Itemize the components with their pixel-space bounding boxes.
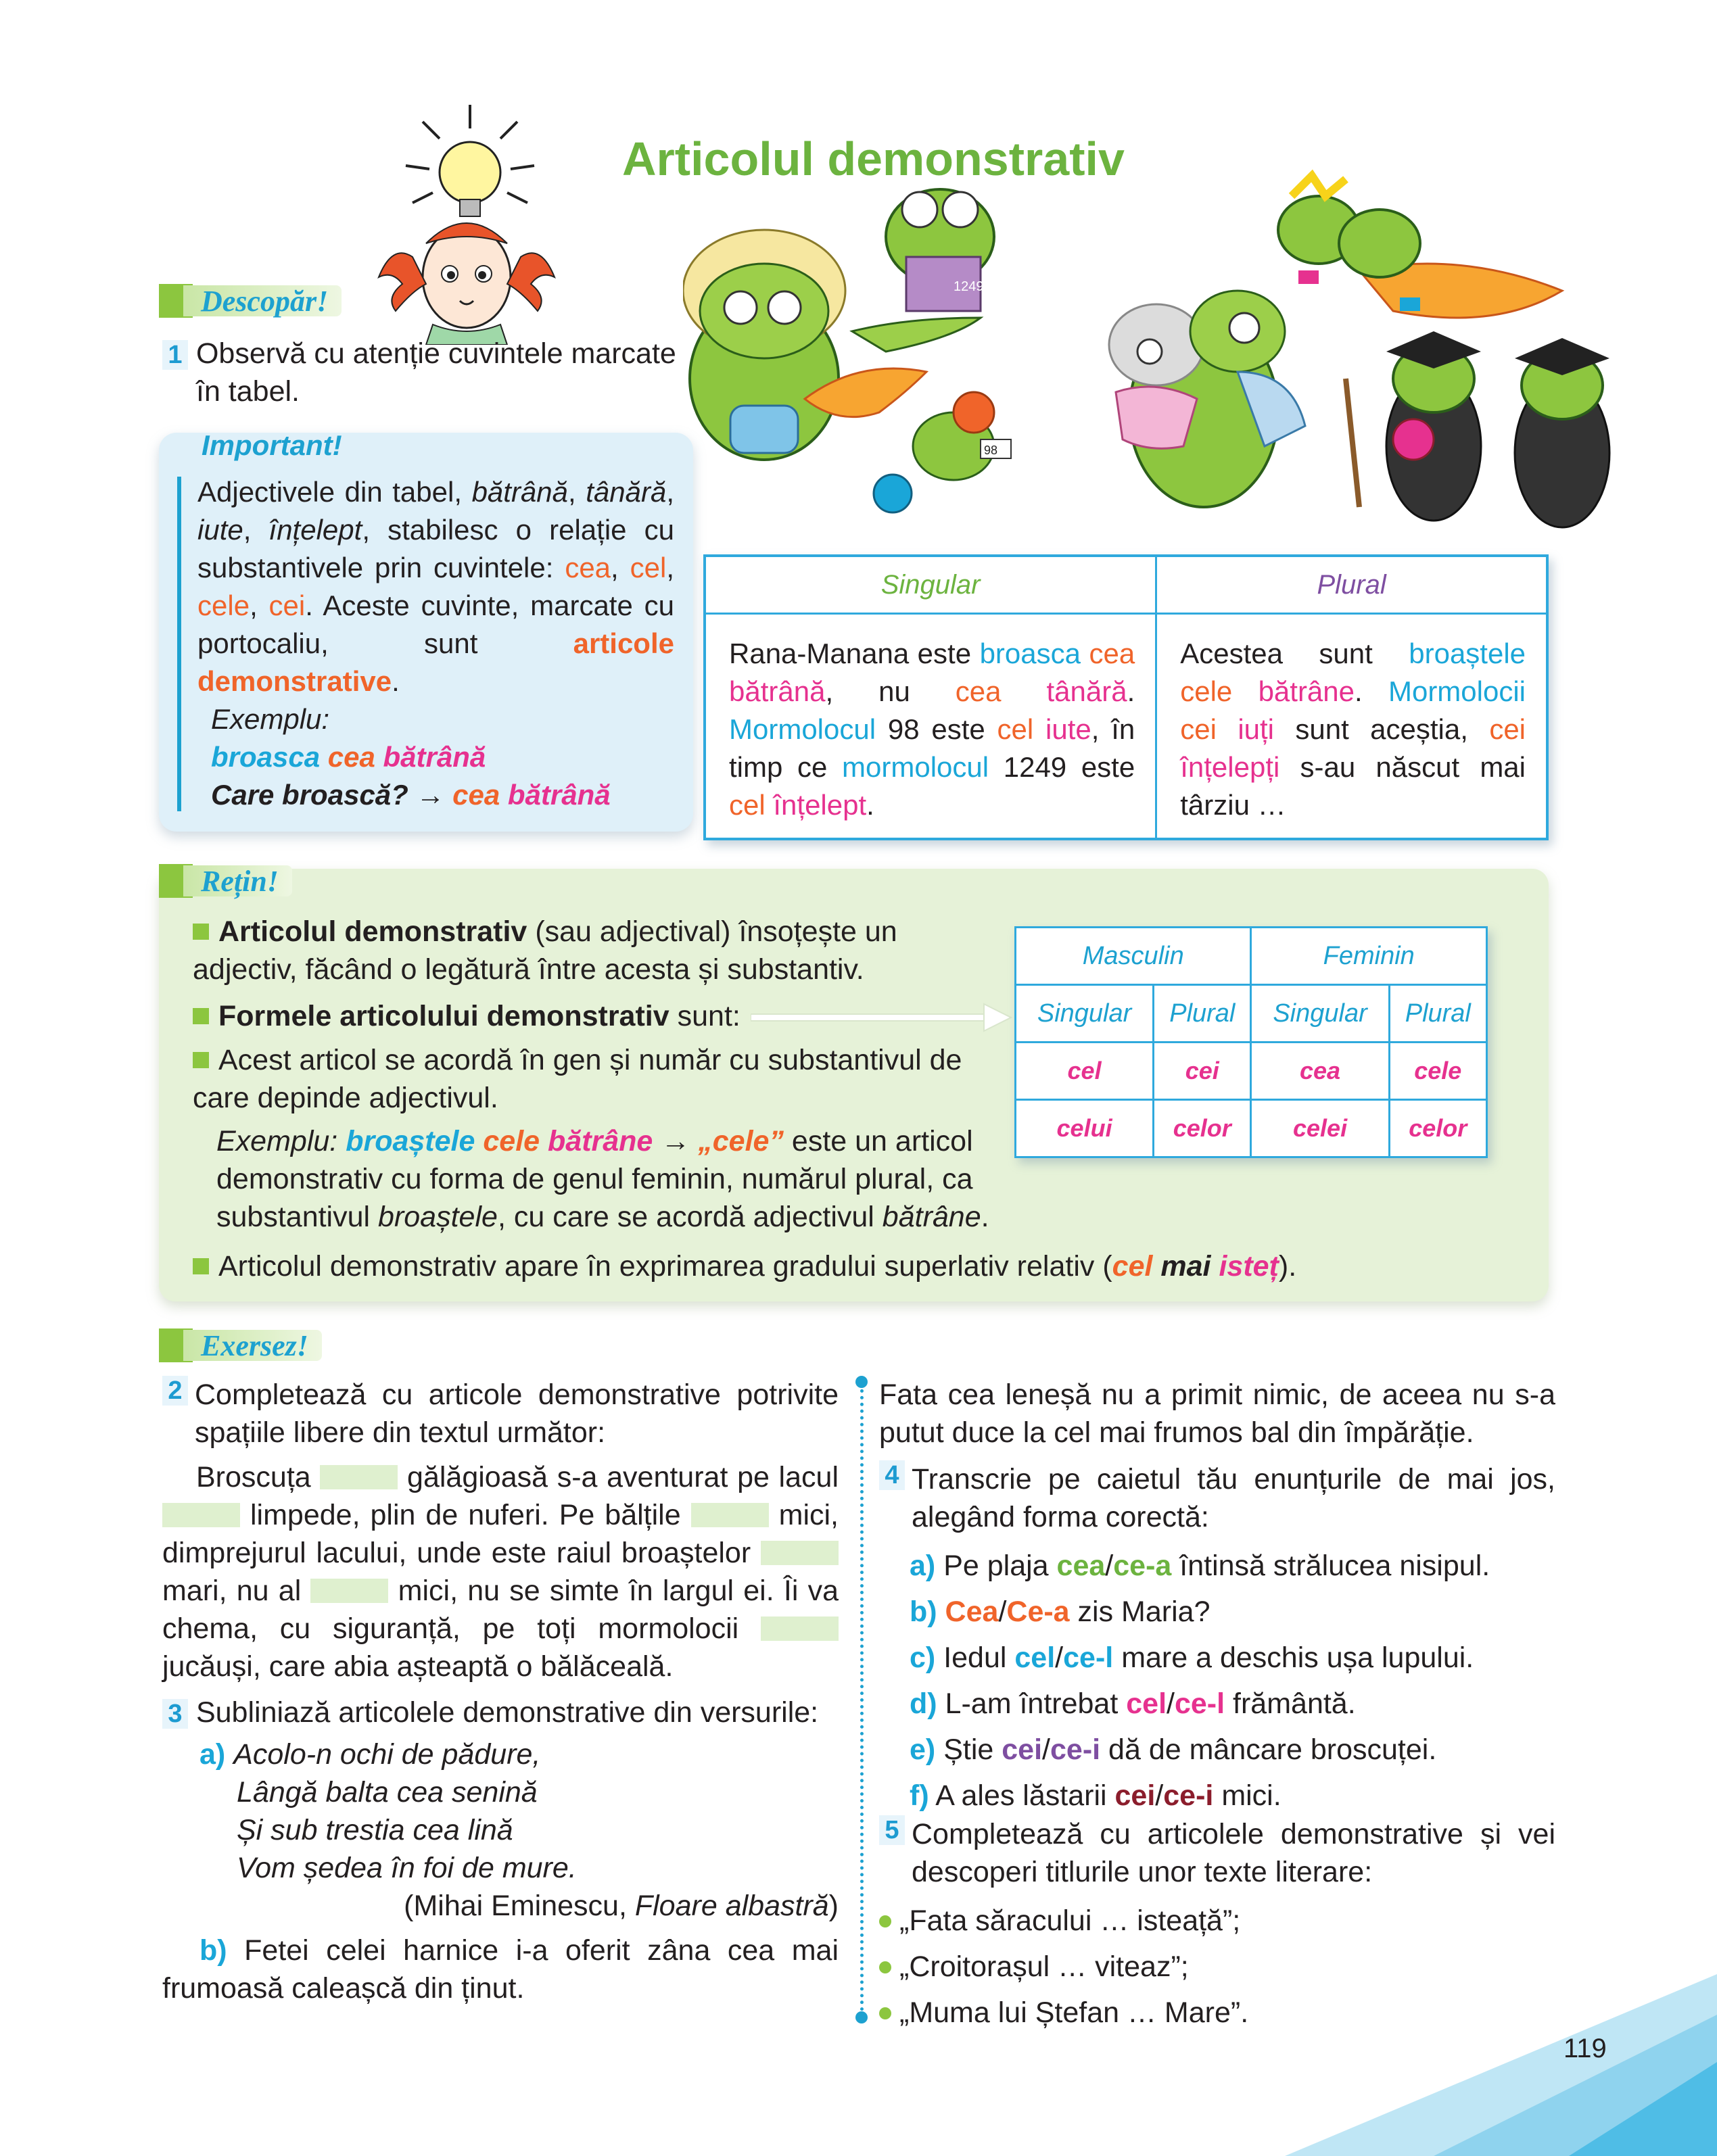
column-divider bbox=[860, 1383, 864, 2018]
exercise-number: 5 bbox=[879, 1815, 905, 1845]
exercise-number: 2 bbox=[162, 1376, 188, 1406]
retin-bullet-4 bbox=[193, 1247, 1538, 1285]
cell-adjective: înțelept bbox=[773, 789, 867, 821]
item-text: Pe plaja bbox=[943, 1550, 1049, 1582]
list-item bbox=[910, 1589, 1555, 1635]
cell-adjective: bătrână bbox=[729, 675, 826, 707]
important-comma: , bbox=[243, 514, 252, 546]
exercise-number: 4 bbox=[879, 1460, 905, 1490]
bullet-dot-icon bbox=[879, 1961, 891, 1973]
example-article: cele bbox=[483, 1125, 540, 1157]
exercise-3-continued: Fata cea leneșă nu a primit nimic, de aceea nu s-a putut duce la cel mai frumos bal din împărăție. bbox=[879, 1379, 1555, 1449]
exercise-2 bbox=[162, 1376, 839, 1685]
article-word: cel bbox=[630, 552, 667, 583]
cell-noun: broasca bbox=[979, 638, 1081, 669]
cell-text: sunt aceștia, bbox=[1295, 713, 1468, 745]
example-text: este un articol demonstrativ cu forma de genul feminin, numărul plural, ca substantivul bbox=[216, 1125, 973, 1233]
exercise-1-line1: Observă cu atenție cuvintele marcate bbox=[195, 337, 676, 370]
example-noun: broaștele bbox=[346, 1125, 475, 1157]
item-text: Iedul bbox=[943, 1642, 1007, 1674]
important-label: Important! bbox=[202, 429, 342, 461]
item-text: Știe bbox=[943, 1733, 994, 1766]
article-word: cea bbox=[565, 552, 611, 583]
option-1: cel bbox=[1014, 1642, 1056, 1674]
important-text: , stabilesc o relație cu substantivele prin cuvintele: bbox=[197, 514, 674, 583]
retin-example bbox=[216, 1122, 997, 1236]
cell-text: . bbox=[866, 789, 874, 821]
bullet-text: ). bbox=[1278, 1250, 1297, 1283]
cell-adjective: tânără bbox=[1046, 675, 1127, 707]
bullet-text: (sau adjectival) însoțește un adjectiv, făcând o legătură între acesta și substantiv. bbox=[193, 915, 897, 986]
page-number: 119 bbox=[1563, 2034, 1607, 2063]
exercise-1-line2: în tabel. bbox=[196, 375, 300, 408]
article-word: cele bbox=[197, 590, 250, 621]
item-text: mici. bbox=[1221, 1779, 1281, 1812]
blank-field[interactable] bbox=[320, 1465, 398, 1489]
example-italic: bătrâne bbox=[882, 1201, 981, 1233]
list-item bbox=[910, 1635, 1555, 1681]
important-body: Adjectivele din tabel, bătrână, tânără, iute, înțelept, stabilesc o relație cu substantivele prin cuvintele: cea, cel, cele, cei. Aceste cuvinte, marcate cu portocaliu, sunt articole demonstrative. Exemplu: broasca cea bătrână Care broască? → cea bătrână bbox=[197, 476, 675, 811]
bullet-bold: Articolul demonstrativ bbox=[218, 915, 527, 948]
table-cell-plural bbox=[1156, 614, 1547, 840]
cell-text: Rana-Manana este bbox=[729, 638, 972, 669]
exercise-3 bbox=[162, 1694, 839, 2007]
cell-noun: broaștele bbox=[1409, 638, 1526, 669]
cell-article: cel bbox=[729, 789, 766, 821]
forms-table bbox=[1014, 926, 1488, 1158]
girl-lightbulb-illustration bbox=[365, 101, 568, 345]
cell-adjective: bătrâne bbox=[1258, 675, 1355, 707]
fill-text: gălăgioasă s-a aventurat pe lacul bbox=[407, 1461, 839, 1493]
source-end: ) bbox=[828, 1890, 839, 1922]
exercise-4 bbox=[879, 1460, 1555, 1819]
example-adjective: bătrână bbox=[507, 779, 611, 811]
cell-text: . bbox=[1127, 675, 1135, 707]
table-header-plural: Plural bbox=[1156, 556, 1547, 614]
important-bar bbox=[177, 477, 181, 811]
superlative-mai: mai bbox=[1160, 1250, 1211, 1283]
important-word: înțelept bbox=[268, 514, 362, 546]
superlative-article: cel bbox=[1112, 1250, 1153, 1283]
divider-dot-icon bbox=[855, 1376, 868, 1388]
retin-bullet-3 bbox=[193, 1041, 997, 1117]
option-sep: / bbox=[1042, 1733, 1050, 1766]
example-text: , cu care se acordă adjectivul bbox=[497, 1201, 874, 1233]
verses bbox=[162, 1735, 839, 1887]
item-label: d) bbox=[910, 1687, 937, 1720]
table-cell: celor bbox=[1154, 1100, 1251, 1157]
table-header-feminin: Feminin bbox=[1251, 928, 1487, 985]
item-text: „Muma lui Ștefan … Mare”. bbox=[899, 1996, 1249, 2029]
item-label: b) bbox=[199, 1934, 227, 1967]
fill-text: mici, dimprejurul lacului, unde este raiul broaștelor bbox=[162, 1499, 839, 1569]
option-2: ce-a bbox=[1113, 1550, 1172, 1582]
option-2: ce-l bbox=[1063, 1642, 1114, 1674]
item-text: „Fata săracului … isteață”; bbox=[899, 1905, 1241, 1937]
section-descopar bbox=[159, 284, 342, 318]
cell-noun: mormolocul bbox=[842, 751, 989, 783]
important-comma: , bbox=[568, 476, 576, 508]
table-header-masculin: Masculin bbox=[1016, 928, 1251, 985]
option-1: cei bbox=[1114, 1779, 1156, 1812]
blank-field[interactable] bbox=[162, 1503, 240, 1527]
option-1: cea bbox=[1056, 1550, 1106, 1582]
table-cell: cele bbox=[1389, 1043, 1486, 1100]
table-cell-singular bbox=[705, 614, 1156, 840]
option-2: Ce-a bbox=[1006, 1596, 1070, 1628]
list-item bbox=[910, 1727, 1555, 1773]
cell-text: s-au născut mai târziu … bbox=[1180, 751, 1526, 821]
cell-text: 1249 este bbox=[1003, 751, 1135, 783]
verse-line: Și sub trestia cea lină bbox=[237, 1814, 513, 1846]
section-label: Rețin! bbox=[183, 865, 292, 896]
table-cell: cei bbox=[1154, 1043, 1251, 1100]
item-text: L-am întrebat bbox=[945, 1687, 1119, 1720]
bullet-square-icon bbox=[193, 1052, 209, 1068]
item-label: e) bbox=[910, 1733, 936, 1766]
blank-field[interactable] bbox=[761, 1541, 839, 1565]
item-text: Fetei celei harnice i-a oferit zâna cea mai frumoasă caleașcă din ținut. bbox=[162, 1934, 839, 2005]
exercise-instruction: Completează cu articolele demonstrative și vei descoperi titlurile unor texte literare: bbox=[912, 1818, 1555, 1888]
verse-line: Lângă balta cea senină bbox=[237, 1776, 538, 1808]
bullet-square-icon bbox=[193, 1008, 209, 1024]
important-text: . bbox=[392, 665, 400, 697]
item-text: frământă. bbox=[1233, 1687, 1356, 1720]
option-2: ce-i bbox=[1050, 1733, 1101, 1766]
source-author: (Mihai Eminescu, bbox=[404, 1890, 627, 1922]
arrow-to-table-icon bbox=[751, 1001, 1014, 1034]
option-sep: / bbox=[1105, 1550, 1114, 1582]
cell-article: cel bbox=[997, 713, 1034, 745]
option-sep: / bbox=[1155, 1779, 1164, 1812]
frogs-illustration bbox=[683, 155, 1643, 548]
table-cell: celei bbox=[1251, 1100, 1389, 1157]
important-bold: articole demonstrative bbox=[197, 627, 674, 697]
example-label: Exemplu: bbox=[211, 703, 330, 735]
option-sep: / bbox=[1167, 1687, 1175, 1720]
divider-dot-icon bbox=[855, 2011, 868, 2023]
important-comma: , bbox=[666, 476, 675, 508]
list-item bbox=[879, 1898, 1555, 1944]
arrow-icon: → bbox=[416, 779, 445, 811]
fill-text: limpede, plin de nuferi. Pe bălțile bbox=[250, 1499, 681, 1531]
option-2: ce-l bbox=[1174, 1687, 1225, 1720]
table-subheader: Singular bbox=[1016, 985, 1154, 1043]
bullet-text: Articolul demonstrativ apare în exprimarea gradului superlativ relativ ( bbox=[218, 1250, 1112, 1283]
important-text: Adjectivele din tabel, bbox=[197, 476, 462, 508]
book-number: 1249 bbox=[954, 279, 984, 294]
table-subheader: Singular bbox=[1251, 985, 1389, 1043]
option-1: cel bbox=[1126, 1687, 1167, 1720]
table-cell: cea bbox=[1251, 1043, 1389, 1100]
section-retin bbox=[159, 864, 292, 898]
fill-text: Broscuța bbox=[196, 1461, 311, 1493]
example-adjective: bătrână bbox=[383, 741, 486, 773]
cell-text: Acestea sunt bbox=[1180, 638, 1373, 669]
example-text: . bbox=[981, 1201, 989, 1233]
important-word: bătrână bbox=[471, 476, 569, 508]
exercise-instruction: Completează cu articole demonstrative potrivite spațiile libere din textul următor: bbox=[195, 1379, 839, 1449]
cell-text: 98 este bbox=[887, 713, 985, 745]
cell-article: cele bbox=[1180, 675, 1233, 707]
example-article: cea bbox=[452, 779, 500, 811]
item-text: mare a deschis ușa lupului. bbox=[1121, 1642, 1474, 1674]
important-word: iute bbox=[197, 514, 243, 546]
bullet-text: Acest articol se acordă în gen și număr cu substantivul de care depinde adjectivul. bbox=[193, 1044, 962, 1114]
table-header-singular: Singular bbox=[705, 556, 1156, 614]
verse-line: Acolo-n ochi de pădure, bbox=[233, 1738, 541, 1771]
blank-field[interactable] bbox=[691, 1503, 769, 1527]
cell-text: , în timp ce bbox=[729, 713, 1135, 783]
example-noun: broasca bbox=[211, 741, 321, 773]
item-text: zis Maria? bbox=[1077, 1596, 1210, 1628]
bullet-dot-icon bbox=[879, 1915, 891, 1927]
cell-noun: Mormolocul bbox=[729, 713, 876, 745]
bullet-dot-icon bbox=[879, 2007, 891, 2019]
exercise-1 bbox=[162, 335, 690, 410]
example-label: Exemplu: bbox=[216, 1125, 338, 1157]
item-label: a) bbox=[199, 1738, 226, 1771]
item-label: b) bbox=[910, 1596, 937, 1628]
cell-article: cea bbox=[955, 675, 1002, 707]
item-label: c) bbox=[910, 1642, 936, 1674]
item-text: A ales lăstarii bbox=[935, 1779, 1107, 1812]
source-work: Floare albastră bbox=[634, 1890, 829, 1922]
option-sep: / bbox=[1055, 1642, 1064, 1674]
exercise-4-items bbox=[879, 1543, 1555, 1819]
bullet-text: sunt: bbox=[677, 1000, 740, 1032]
fill-text: mici, nu se simte în largul ei. Îi va chema, cu siguranță, pe toți mormolocii bbox=[162, 1575, 839, 1645]
item-text: „Croitorașul … viteaz”; bbox=[899, 1950, 1189, 1983]
examples-table bbox=[703, 554, 1549, 840]
exercise-number: 1 bbox=[162, 340, 188, 370]
list-item bbox=[910, 1681, 1555, 1727]
cell-adjective: înțelepți bbox=[1180, 751, 1280, 783]
exercise-instruction: Subliniază articolele demonstrative din versurile: bbox=[195, 1696, 819, 1729]
cell-article: cea bbox=[1089, 638, 1135, 669]
bullet-square-icon bbox=[193, 1258, 209, 1274]
arrow-icon: → bbox=[661, 1125, 690, 1157]
retin-bullet-1 bbox=[193, 913, 997, 988]
list-item bbox=[910, 1543, 1555, 1589]
exercise-instruction: Transcrie pe caietul tău enunțurile de mai jos, alegând forma corectă: bbox=[912, 1463, 1555, 1533]
section-label: Exersez! bbox=[183, 1330, 322, 1361]
verse-line: Vom ședea în foi de mure. bbox=[237, 1852, 577, 1884]
bullet-square-icon bbox=[193, 924, 209, 940]
list-item bbox=[910, 1773, 1555, 1819]
tadpole-number: 98 bbox=[984, 444, 998, 457]
verse-source bbox=[162, 1887, 839, 1925]
cell-article: cei bbox=[1489, 713, 1526, 745]
fill-text: jucăuși, care abia așteaptă o bălăceală. bbox=[162, 1650, 674, 1683]
blank-field[interactable] bbox=[761, 1616, 839, 1641]
exercise-2-text bbox=[162, 1458, 839, 1685]
example-question: Care broască? bbox=[211, 779, 408, 811]
table-cell: celor bbox=[1389, 1100, 1486, 1157]
page-title: Articolul demonstrativ bbox=[622, 133, 1125, 185]
table-subheader: Plural bbox=[1154, 985, 1251, 1043]
example-article: cea bbox=[327, 741, 375, 773]
article-word: cei bbox=[268, 590, 306, 621]
item-label: a) bbox=[910, 1550, 936, 1582]
cell-text: , nu bbox=[825, 675, 910, 707]
table-cell: celui bbox=[1016, 1100, 1154, 1157]
exercise-number: 3 bbox=[162, 1699, 188, 1729]
item-text: dă de mâncare broscuței. bbox=[1108, 1733, 1437, 1766]
example-adjective: bătrâne bbox=[548, 1125, 653, 1157]
option-2: ce-i bbox=[1163, 1779, 1214, 1812]
example-italic: broaștele bbox=[378, 1201, 498, 1233]
blank-field[interactable] bbox=[310, 1579, 388, 1603]
option-1: cei bbox=[1002, 1733, 1043, 1766]
important-word: tânără bbox=[586, 476, 667, 508]
cell-article: cei bbox=[1180, 713, 1217, 745]
section-label: Descopăr! bbox=[183, 285, 342, 316]
superlative-adjective: isteț bbox=[1219, 1250, 1279, 1283]
item-text: întinsă strălucea nisipul. bbox=[1179, 1550, 1490, 1582]
cell-text: . bbox=[1355, 675, 1363, 707]
bullet-bold: Formele articolului demonstrativ bbox=[218, 1000, 669, 1032]
cell-noun: Mormolocii bbox=[1388, 675, 1526, 707]
cell-adjective: iute bbox=[1045, 713, 1091, 745]
item-label: f) bbox=[910, 1779, 929, 1812]
option-sep: / bbox=[998, 1596, 1007, 1628]
exercise-3-b bbox=[162, 1932, 839, 2007]
table-cell: cel bbox=[1016, 1043, 1154, 1100]
table-subheader: Plural bbox=[1389, 985, 1486, 1043]
corner-decoration bbox=[1150, 1974, 1717, 2156]
important-text: . Aceste cuvinte, marcate cu portocaliu, sunt bbox=[197, 590, 674, 659]
example-article: „cele” bbox=[698, 1125, 784, 1157]
cell-adjective: iuți bbox=[1238, 713, 1275, 745]
section-exersez bbox=[159, 1328, 322, 1362]
fill-text: mari, nu al bbox=[162, 1575, 302, 1607]
option-1: Cea bbox=[945, 1596, 999, 1628]
